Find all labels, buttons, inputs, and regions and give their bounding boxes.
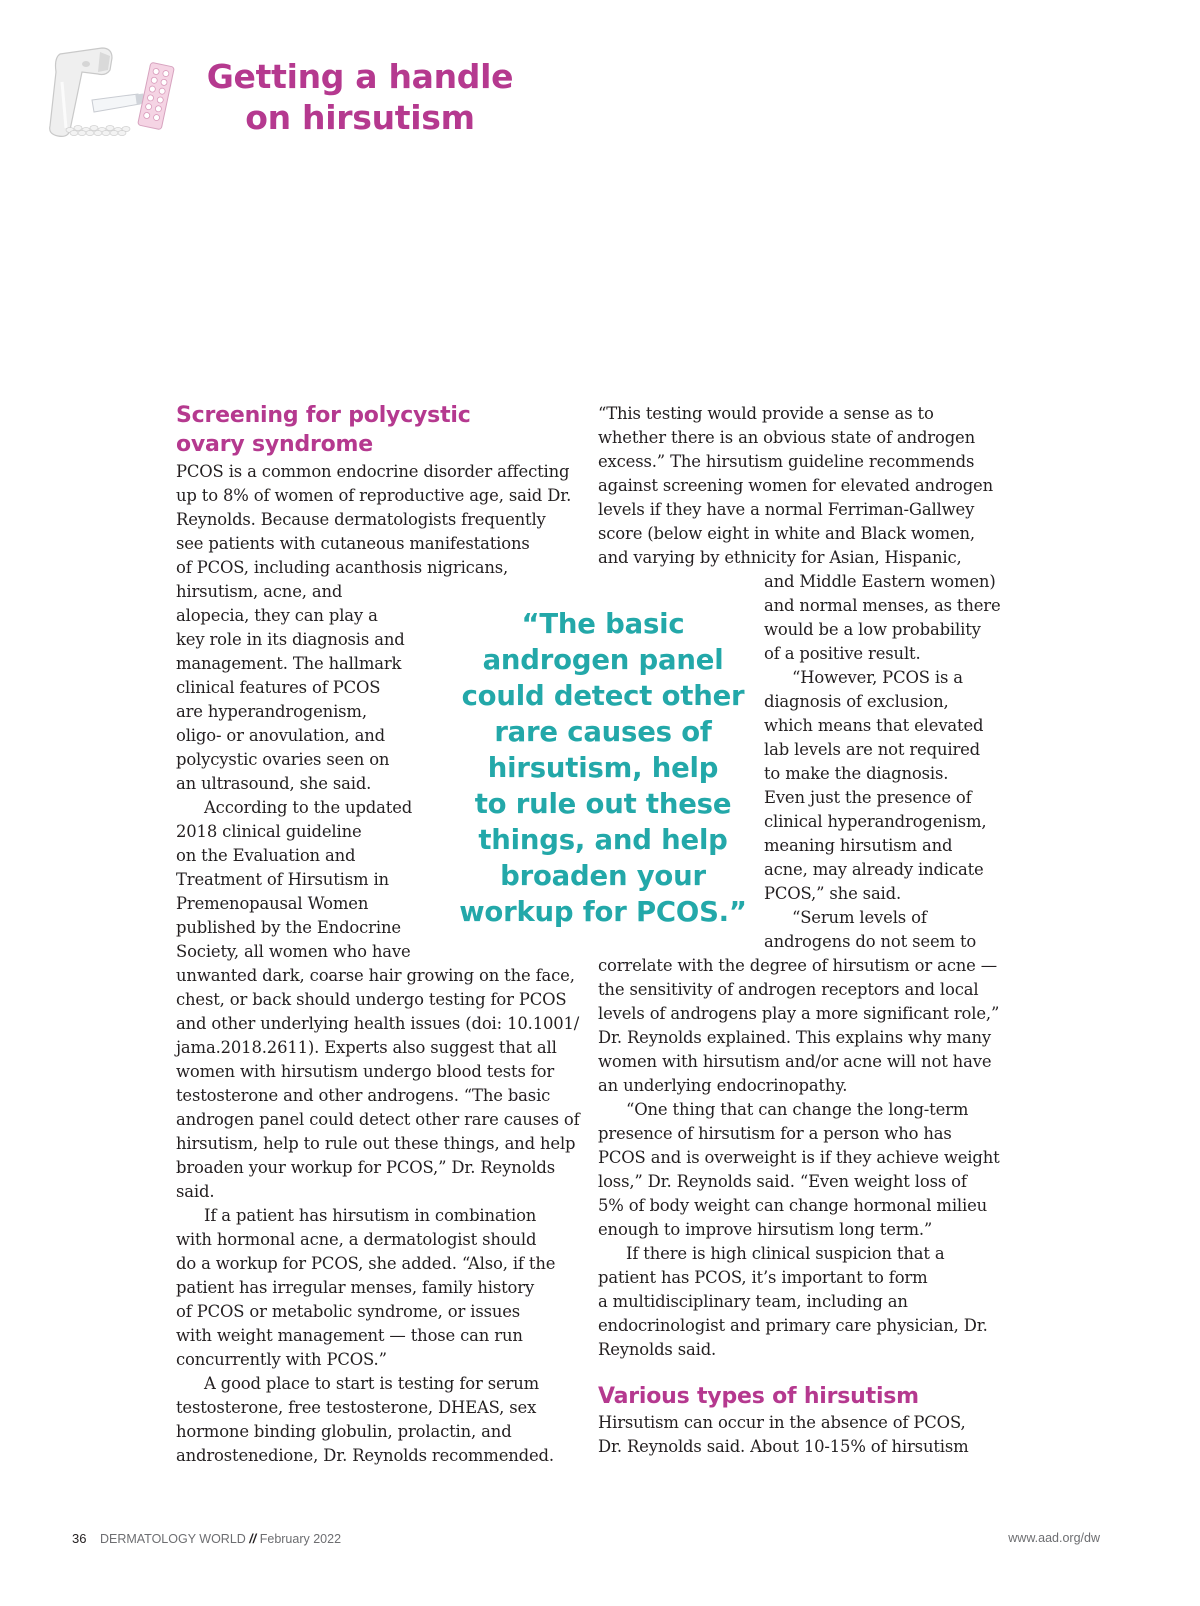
page-title [190, 56, 530, 138]
text-line: androgen panel [482, 644, 724, 676]
text-line: which means that elevated [764, 716, 984, 735]
text-line: clinical features of PCOS [176, 678, 381, 697]
text-line: testosterone, free testosterone, DHEAS, sex [176, 1398, 537, 1417]
page-title-line-2: on hirsutism [245, 98, 475, 137]
text-line: Treatment of Hirsutism in [176, 870, 389, 889]
text-line: 5% of body weight can change hormonal milieu [598, 1196, 988, 1215]
text-line: “The basic [521, 608, 685, 640]
text-line: oligo- or anovulation, and [176, 726, 385, 745]
text-line: management. The hallmark [176, 654, 402, 673]
text-line: androgen panel could detect other rare causes of [176, 1110, 580, 1129]
hair-removal-device-icon [50, 48, 112, 136]
text-line: Even just the presence of [764, 788, 972, 807]
text-line: whether there is an obvious state of androgen [598, 428, 976, 447]
text-line: Dr. Reynolds said. About 10-15% of hirsutism [598, 1437, 969, 1456]
publication-name: DERMATOLOGY WORLD [99, 1532, 246, 1546]
text-line: loss,” Dr. Reynolds said. “Even weight loss of [598, 1172, 967, 1191]
text-line: the sensitivity of androgen receptors and local [598, 980, 979, 999]
text-line: meaning hirsutism and [764, 836, 953, 855]
text-line: PCOS is a common endocrine disorder affecting [176, 462, 570, 481]
text-line: could detect other [461, 680, 745, 712]
text-line: Reynolds. Because dermatologists frequently [176, 510, 546, 529]
text-line: would be a low probability [764, 620, 981, 639]
text-line: polycystic ovaries seen on [176, 750, 390, 769]
text-line: an ultrasound, she said. [176, 774, 372, 793]
text-line: a multidisciplinary team, including an [598, 1292, 908, 1311]
text-line: to rule out these [474, 788, 732, 820]
right-column-body-bottom [598, 954, 1000, 1362]
text-line: endocrinologist and primary care physician, Dr. [598, 1316, 988, 1335]
text-line: A good place to start is testing for serum [204, 1374, 540, 1393]
section-heading-line-1: Screening for polycystic [176, 403, 471, 428]
text-line: key role in its diagnosis and [176, 630, 405, 649]
header-illustration [40, 42, 190, 142]
text-line: of a positive result. [764, 644, 921, 663]
text-line: Dr. Reynolds explained. This explains why many [598, 1028, 992, 1047]
page-title-line-1: Getting a handle [206, 57, 514, 96]
text-line: of PCOS or metabolic syndrome, or issues [176, 1302, 521, 1321]
text-line: Reynolds said. [598, 1340, 717, 1359]
text-line: up to 8% of women of reproductive age, said Dr. [176, 486, 572, 505]
text-line: of PCOS, including acanthosis nigricans, [176, 558, 509, 577]
text-line: and normal menses, as there [764, 596, 1001, 615]
text-line: against screening women for elevated androgen [598, 476, 993, 495]
text-line: rare causes of [494, 716, 712, 748]
text-line: clinical hyperandrogenism, [764, 812, 987, 831]
text-line: and varying by ethnicity for Asian, Hispanic, [598, 548, 962, 567]
text-line: unwanted dark, coarse hair growing on the face, [176, 966, 575, 985]
text-line: If a patient has hirsutism in combination [204, 1206, 537, 1225]
text-line: and Middle Eastern women) [764, 572, 996, 591]
right-column-body-end [598, 1411, 969, 1459]
text-line: Society, all women who have [176, 942, 411, 961]
text-line: “However, PCOS is a [792, 668, 963, 687]
section-heading-various-types: Various types of hirsutism [598, 1384, 919, 1409]
text-line: androstenedione, Dr. Reynolds recommended. [176, 1446, 554, 1465]
text-line: hirsutism, acne, and [176, 582, 343, 601]
footer-url[interactable]: www.aad.org/dw [1008, 1531, 1100, 1545]
text-line: enough to improve hirsutism long term.” [598, 1220, 933, 1239]
text-line: see patients with cutaneous manifestations [176, 534, 530, 553]
text-line: women with hirsutism undergo blood tests for [176, 1062, 555, 1081]
text-line: If there is high clinical suspicion that a [626, 1244, 945, 1263]
ointment-tube-icon [92, 93, 145, 112]
text-line: with hormonal acne, a dermatologist should [176, 1230, 537, 1249]
text-line: levels if they have a normal Ferriman-Gallwey [598, 500, 975, 519]
text-line: presence of hirsutism for a person who has [598, 1124, 952, 1143]
text-line: androgens do not seem to [764, 932, 977, 951]
text-line: concurrently with PCOS.” [176, 1350, 387, 1369]
text-line: broaden your [500, 860, 706, 892]
pull-quote [448, 606, 758, 930]
text-line: alopecia, they can play a [176, 606, 378, 625]
text-line: patient has PCOS, it’s important to form [598, 1268, 928, 1287]
text-line: hormone binding globulin, prolactin, and [176, 1422, 512, 1441]
text-line: correlate with the degree of hirsutism or acne — [598, 956, 997, 975]
section-heading-screening [176, 401, 471, 459]
footer-separator: // [249, 1532, 257, 1546]
text-line: women with hirsutism and/or acne will not have [598, 1052, 992, 1071]
text-line: hirsutism, help [487, 752, 719, 784]
text-line: score (below eight in white and Black women, [598, 524, 975, 543]
text-line: “Serum levels of [792, 908, 927, 927]
text-line: According to the updated [204, 798, 413, 817]
text-line: testosterone and other androgens. “The basic [176, 1086, 551, 1105]
text-line: do a workup for PCOS, she added. “Also, if the [176, 1254, 556, 1273]
text-line: with weight management — those can run [176, 1326, 523, 1345]
text-line: Premenopausal Women [176, 894, 369, 913]
text-line: lab levels are not required [764, 740, 981, 759]
page-number: 36 [72, 1531, 87, 1546]
issue-date: February 2022 [259, 1532, 342, 1546]
text-line: acne, may already indicate [764, 860, 984, 879]
text-line: Hirsutism can occur in the absence of PCOS, [598, 1413, 966, 1432]
text-line: jama.2018.2611). Experts also suggest that all [176, 1038, 557, 1057]
text-line: workup for PCOS.” [459, 896, 747, 928]
text-line: excess.” The hirsutism guideline recommends [598, 452, 975, 471]
text-line: are hyperandrogenism, [176, 702, 367, 721]
text-line: to make the diagnosis. [764, 764, 949, 783]
text-line: hirsutism, help to rule out these things, and help [176, 1134, 576, 1153]
text-line: “This testing would provide a sense as to [598, 404, 934, 423]
text-line: things, and help [478, 824, 728, 856]
text-line: 2018 clinical guideline [176, 822, 362, 841]
right-column-body-narrow [764, 570, 1001, 954]
text-line: “One thing that can change the long-term [626, 1100, 969, 1119]
text-line: diagnosis of exclusion, [764, 692, 949, 711]
text-line: PCOS and is overweight is if they achieve weight [598, 1148, 1000, 1167]
text-line: an underlying endocrinopathy. [598, 1076, 848, 1095]
text-line: PCOS,” she said. [764, 884, 902, 903]
pills-pile-icon [66, 126, 130, 136]
text-line: chest, or back should undergo testing for PCOS [176, 990, 567, 1009]
text-line: broaden your workup for PCOS,” Dr. Reynolds [176, 1158, 556, 1177]
right-column-body-top [598, 402, 993, 570]
footer-left [72, 1531, 341, 1546]
text-line: published by the Endocrine [176, 918, 401, 937]
text-line: said. [176, 1182, 215, 1201]
section-heading-line-2: ovary syndrome [176, 432, 374, 457]
text-line: on the Evaluation and [176, 846, 356, 865]
text-line: patient has irregular menses, family history [176, 1278, 535, 1297]
text-line: levels of androgens play a more significant role,” [598, 1004, 1000, 1023]
text-line: and other underlying health issues (doi: 10.1001/ [176, 1014, 580, 1033]
